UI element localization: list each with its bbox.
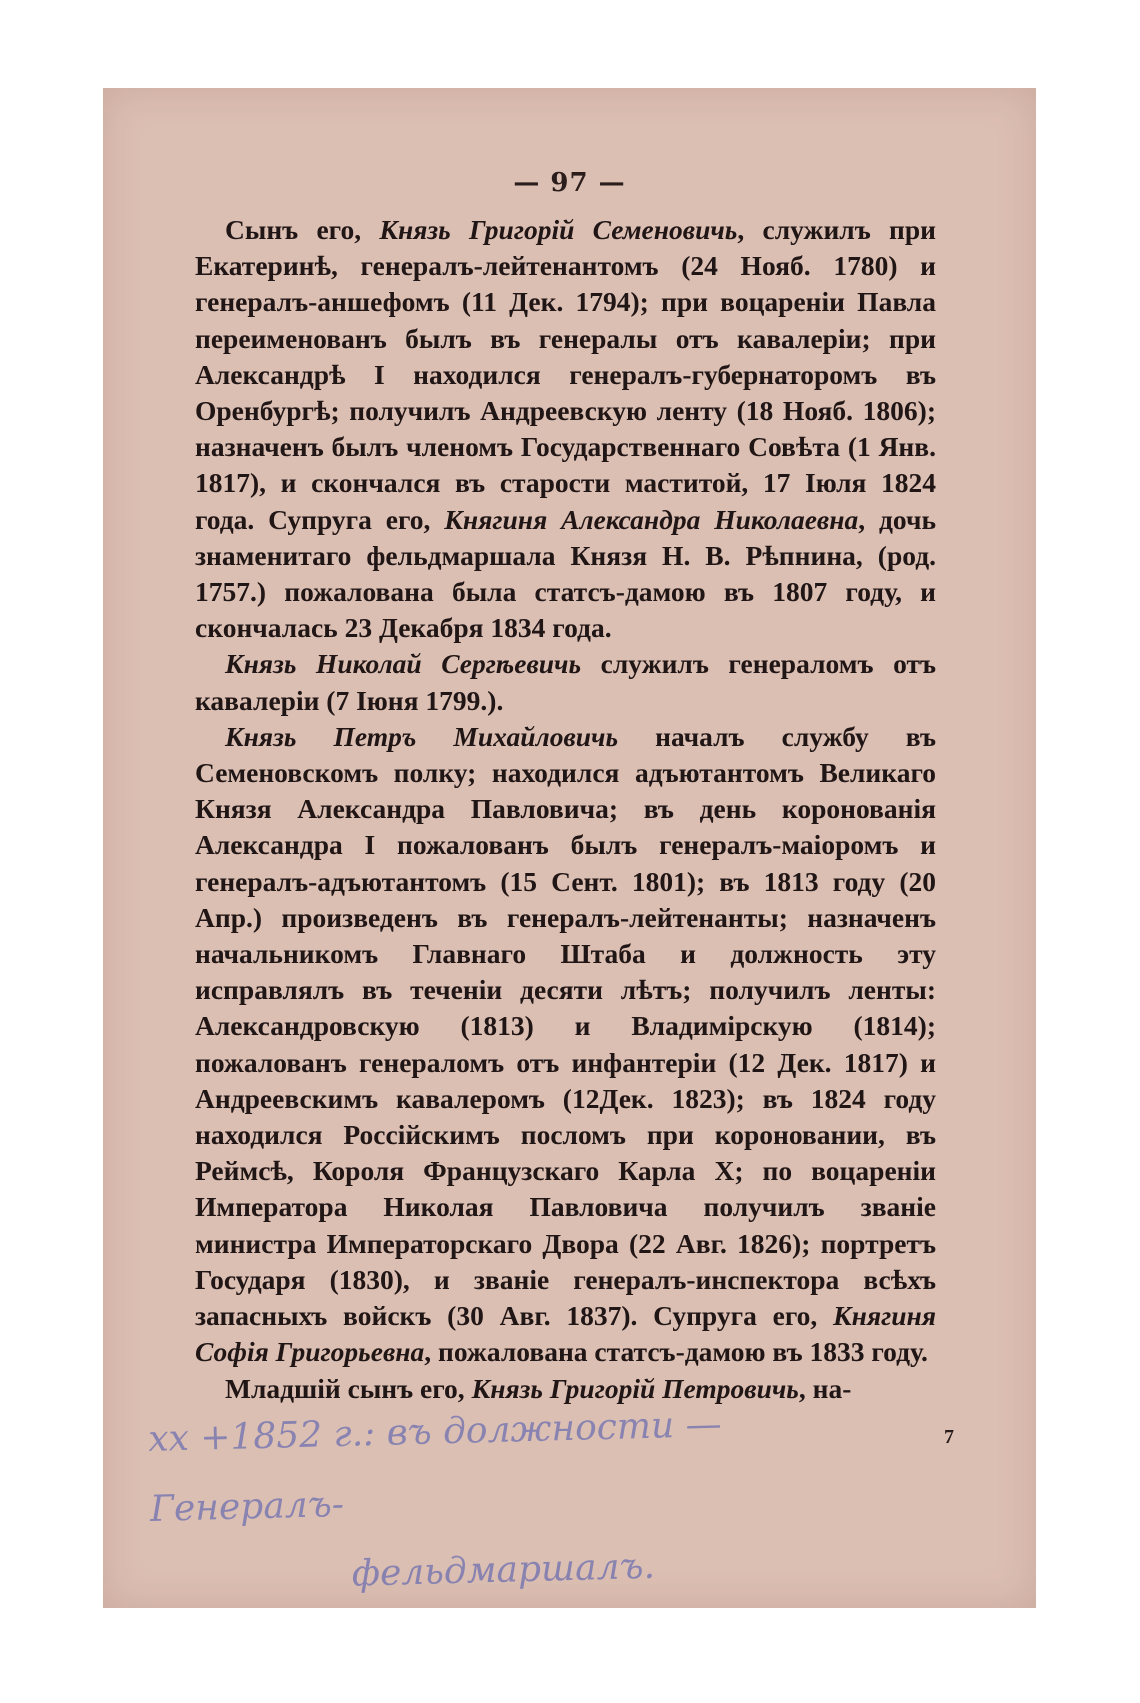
paragraph-1 bbox=[195, 212, 936, 646]
p1-name2: Княгиня Александра Николаевна bbox=[444, 503, 859, 535]
handwritten-line-2: фельдмаршалъ. bbox=[351, 1545, 656, 1595]
page-number: — 97 — bbox=[513, 168, 626, 198]
paragraph-3 bbox=[195, 719, 936, 1371]
p3-name: Князь Петръ Михайловичь bbox=[225, 720, 619, 752]
p4-prefix: Младшій сынъ его, bbox=[225, 1372, 472, 1404]
p3-text: началъ службу въ Семеновскомъ полку; находился адъютантомъ Великаго Князя Александра Павловича; въ день коронованія Александра I пожалованъ былъ генералъ-маіоромъ и генералъ-адъютантомъ (15 Сент. 1801); въ 1813 году (20 Апр.) произведенъ въ генералъ-лейтенанты; назначенъ начальникомъ Главнаго Штаба и должность эту исправлялъ въ теченіи десяти лѣтъ; получилъ ленты: Александровскую (1813) и Владимірскую (1814); пожалованъ генераломъ отъ инфантеріи (12 Дек. 1817) и Андреевскимъ кавалеромъ (12Дек. 1823); въ 1824 году находился Россійскимъ посломъ при короновании, въ Реймсѣ, Короля Французскаго Карла X; по воцареніи Императора Николая Павловича получилъ званіе министра Императорскаго Двора (22 Авг. 1826); портретъ Государя (1830), и званіе генералъ-инспектора всѣхъ запасныхъ войскъ (30 Авг. 1837). Супруга его, bbox=[195, 720, 936, 1332]
p1-name: Князь Григорій Семеновичь bbox=[379, 214, 738, 245]
p4-name: Князь Григорій Петровичь bbox=[471, 1372, 799, 1404]
p3-text2: , пожалована статсъ-дамою въ 1833 году. bbox=[424, 1336, 928, 1368]
handwritten-note bbox=[147, 1385, 912, 1615]
p2-name: Князь Николай Сергѣевичь bbox=[225, 648, 582, 680]
p4-text: , на- bbox=[798, 1372, 852, 1404]
handwritten-line-1: xx +1852 г.: въ должности — Генералъ- bbox=[147, 1403, 723, 1530]
p1-text2: , дочь знаменитаго фельдмаршала Князя Н. В. Рѣпнина, (род. 1757.) пожалована была статсъ-дамою въ 1807 году, и скончалась 23 Декабря 1834 года. bbox=[195, 503, 936, 644]
p2-text: служилъ генераломъ отъ кавалеріи (7 Іюня 1799.). bbox=[195, 648, 936, 716]
p3-name2: Княгиня Софія Григорьевна bbox=[195, 1300, 936, 1368]
paragraph-2 bbox=[195, 646, 936, 718]
p1-text: , служилъ при Екатеринѣ, генералъ-лейтенантомъ (24 Нояб. 1780) и генералъ-аншефомъ (11 Дек. 1794); при воцареніи Павла переименованъ былъ въ генералы отъ кавалеріи; при Александрѣ I находился генералъ-губернаторомъ въ Оренбургѣ; получилъ Андреевскую ленту (18 Нояб. 1806); назначенъ былъ членомъ Государственнаго Совѣта (1 Янв. 1817), и скончался въ старости маститой, 17 Іюля 1824 года. Супруга его, bbox=[195, 214, 936, 535]
signature-mark: 7 bbox=[944, 1426, 954, 1448]
p1-prefix: Сынъ его, bbox=[225, 214, 380, 245]
document-page bbox=[103, 88, 1036, 1608]
body-text bbox=[195, 212, 936, 1407]
